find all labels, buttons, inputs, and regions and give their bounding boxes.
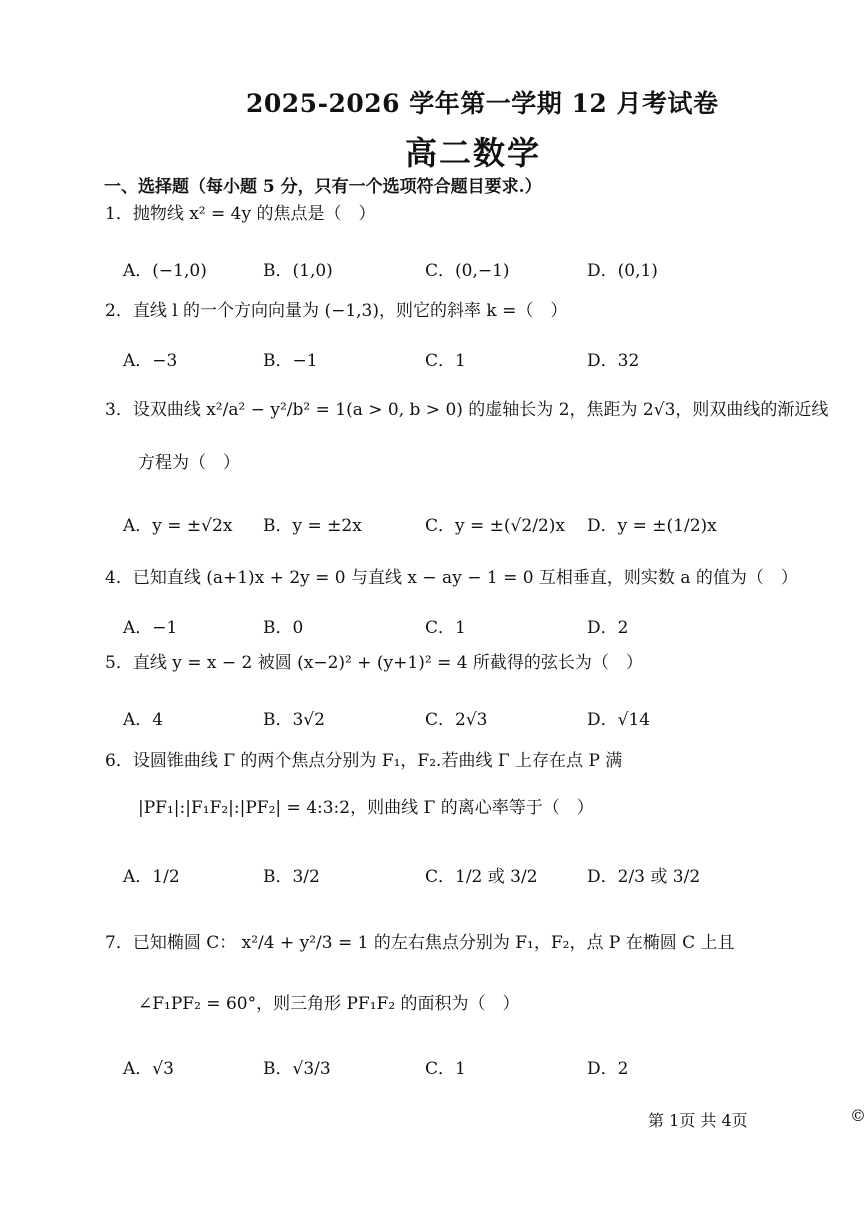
option-c: C．1 <box>425 1059 466 1079</box>
question-stem: 4．已知直线 (a+1)x + 2y = 0 与直线 x − ay − 1 = 0 互相垂直，则实数 a 的值为（ ） <box>105 568 798 588</box>
question-stem: 6．设圆锥曲线 Γ 的两个焦点分别为 F₁，F₂.若曲线 Γ 上存在点 P 满 <box>105 751 623 771</box>
option-b: B．√3/3 <box>263 1059 331 1079</box>
option-c: C．y = ±(√2/2)x <box>425 516 565 536</box>
option-a: A．1/2 <box>123 867 180 887</box>
option-b: B．3/2 <box>263 867 320 887</box>
option-a: A．−1 <box>123 618 178 638</box>
option-d: D．(0,1) <box>587 261 658 281</box>
question-stem-continued: 方程为（ ） <box>138 453 240 473</box>
option-c: C．1 <box>425 351 466 371</box>
option-c: C．2√3 <box>425 710 488 730</box>
question-stem: 7．已知椭圆 C： x²/4 + y²/3 = 1 的左右焦点分别为 F₁，F₂，点 P 在椭圆 C 上且 <box>105 933 735 953</box>
exam-title: 2025-2026 学年第一学期 12 月考试卷 <box>246 89 719 118</box>
page-number: 第 1页 共 4页 <box>648 1111 748 1130</box>
option-d: D．√14 <box>587 710 651 730</box>
question-stem-continued: |PF₁|:|F₁F₂|:|PF₂| = 4:3:2，则曲线 Γ 的离心率等于（ ） <box>138 798 594 818</box>
option-a: A．4 <box>123 710 164 730</box>
option-b: B．0 <box>263 618 304 638</box>
option-a: A．y = ±√2x <box>123 516 233 536</box>
subject-title: 高二数学 <box>405 134 542 172</box>
section-heading: 一、选择题（每小题 5 分，只有一个选项符合题目要求.） <box>104 177 542 197</box>
option-b: B．3√2 <box>263 710 325 730</box>
option-d: D．y = ±(1/2)x <box>587 516 717 536</box>
option-d: D．2/3 或 3/2 <box>587 867 701 887</box>
option-d: D．2 <box>587 618 629 638</box>
question-stem-continued: ∠F₁PF₂ = 60°，则三角形 PF₁F₂ 的面积为（ ） <box>138 994 520 1014</box>
option-a: A．√3 <box>123 1059 174 1079</box>
option-a: A．−3 <box>123 351 178 371</box>
option-c: C．(0,−1) <box>425 261 510 281</box>
question-stem: 1．抛物线 x² = 4y 的焦点是（ ） <box>105 204 376 224</box>
option-d: D．2 <box>587 1059 629 1079</box>
option-b: B．y = ±2x <box>263 516 362 536</box>
question-stem: 5．直线 y = x − 2 被圆 (x−2)² + (y+1)² = 4 所截得的弦长为（ ） <box>105 653 643 673</box>
option-a: A．(−1,0) <box>123 261 207 281</box>
question-stem: 2．直线 l 的一个方向向量为 (−1,3)，则它的斜率 k =（ ） <box>105 301 568 321</box>
option-d: D．32 <box>587 351 640 371</box>
option-c: C．1 <box>425 618 466 638</box>
option-b: B．(1,0) <box>263 261 333 281</box>
question-stem: 3．设双曲线 x²/a² − y²/b² = 1(a > 0, b > 0) 的虚轴长为 2，焦距为 2√3，则双曲线的渐近线 <box>105 400 829 420</box>
option-b: B．−1 <box>263 351 318 371</box>
corner-mark: © <box>850 1106 866 1125</box>
option-c: C．1/2 或 3/2 <box>425 867 538 887</box>
